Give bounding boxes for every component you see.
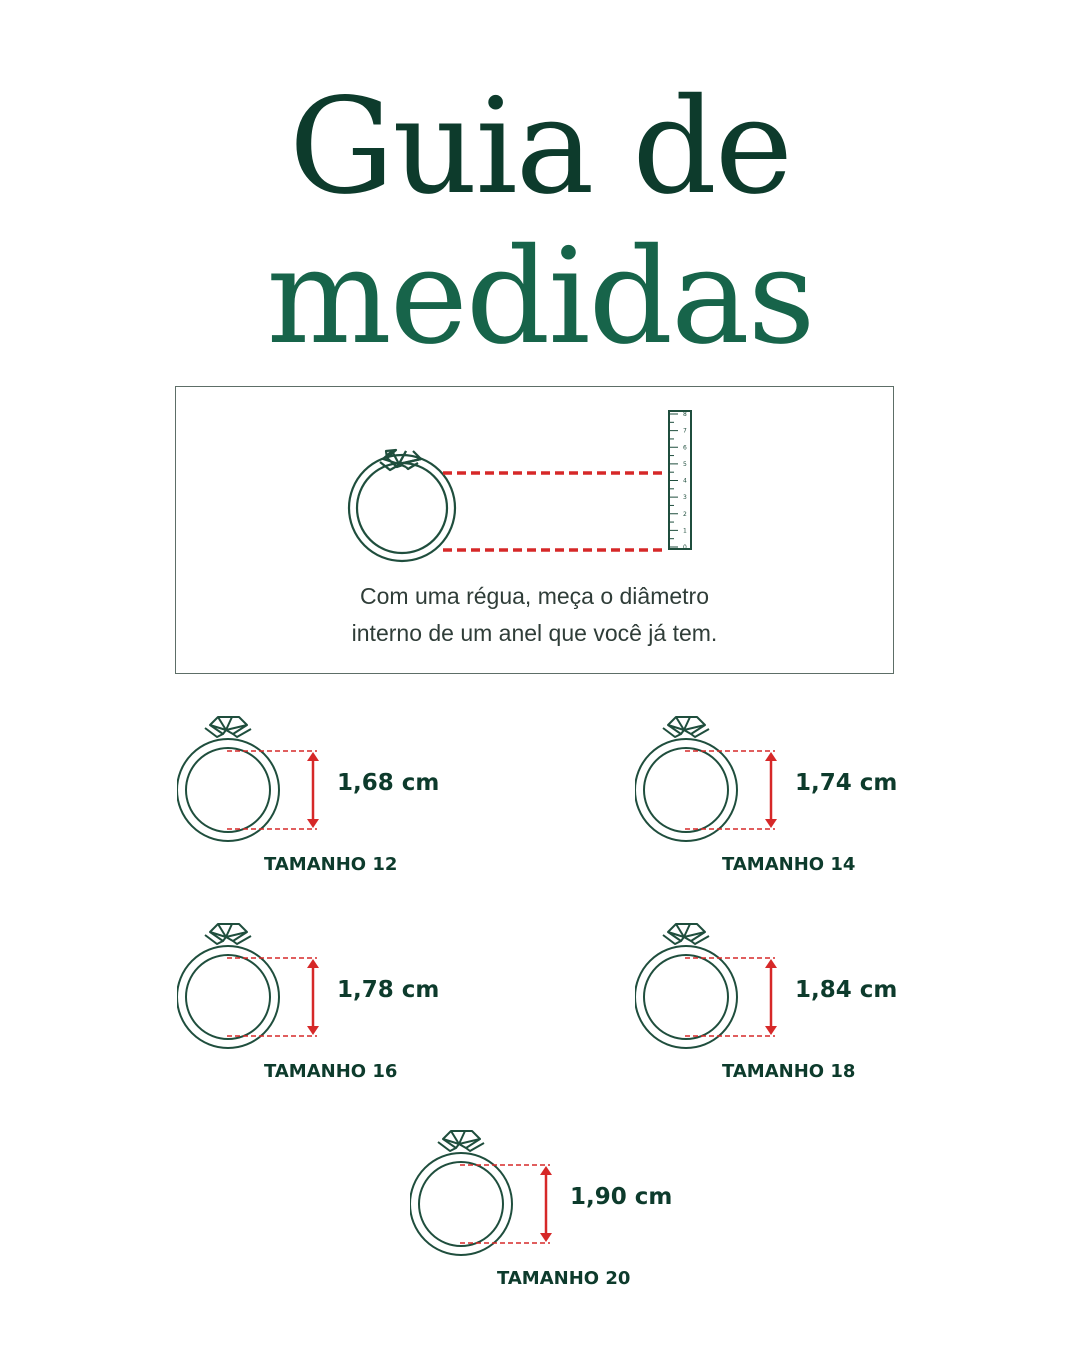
- size-item-16: [177, 921, 477, 1101]
- ring-icon: [349, 450, 455, 561]
- size-value: 1,68 cm: [337, 770, 440, 796]
- arrow-down-icon: [307, 1026, 319, 1035]
- measure-lines: [443, 473, 666, 550]
- instruction-text-line-1: Com uma régua, meça o diâmetro: [360, 583, 709, 609]
- size-item-14: [635, 714, 935, 894]
- arrow-up-icon: [540, 1166, 552, 1175]
- ring-icon: [177, 924, 279, 1048]
- size-item-18: [635, 921, 935, 1101]
- size-value: 1,90 cm: [570, 1184, 673, 1210]
- instruction-text-line-2: interno de um anel que você já tem.: [351, 620, 718, 646]
- measure-marker: [685, 751, 777, 829]
- size-label: TAMANHO 14: [722, 854, 856, 875]
- ruler-label: 7: [683, 427, 687, 435]
- ring-icon: [177, 717, 279, 841]
- ring-icon: [635, 924, 737, 1048]
- ruler-label: 6: [683, 444, 687, 452]
- size-item-12: [177, 714, 477, 894]
- arrow-up-icon: [765, 752, 777, 761]
- ruler-label: 4: [683, 477, 687, 485]
- arrow-down-icon: [307, 819, 319, 828]
- size-label: TAMANHO 12: [264, 854, 398, 875]
- size-label: TAMANHO 16: [264, 1061, 398, 1082]
- ruler-label: 2: [683, 510, 687, 518]
- ruler-icon: [669, 411, 691, 551]
- ring-icon: [410, 1131, 512, 1255]
- instruction-box: [175, 386, 894, 674]
- measure-marker: [227, 958, 319, 1036]
- ring-icon: [635, 717, 737, 841]
- ruler-label: 1: [683, 527, 687, 535]
- size-value: 1,84 cm: [795, 977, 898, 1003]
- size-item-20: [410, 1128, 710, 1308]
- size-value: 1,74 cm: [795, 770, 898, 796]
- arrow-down-icon: [765, 819, 777, 828]
- ruler-label: 8: [683, 411, 687, 418]
- arrow-up-icon: [765, 959, 777, 968]
- arrow-up-icon: [307, 959, 319, 968]
- size-value: 1,78 cm: [337, 977, 440, 1003]
- measure-marker: [227, 751, 319, 829]
- arrow-down-icon: [765, 1026, 777, 1035]
- page-title-line-2: medidas: [266, 220, 814, 374]
- size-label: TAMANHO 18: [722, 1061, 856, 1082]
- page-title-line-1: Guia de: [289, 70, 791, 224]
- ruler-label: 3: [683, 494, 687, 502]
- ruler-label: 5: [683, 460, 687, 468]
- arrow-down-icon: [540, 1233, 552, 1242]
- size-label: TAMANHO 20: [497, 1268, 631, 1289]
- arrow-up-icon: [307, 752, 319, 761]
- measure-marker: [460, 1165, 552, 1243]
- measure-marker: [685, 958, 777, 1036]
- ruler-label: 0: [683, 544, 687, 551]
